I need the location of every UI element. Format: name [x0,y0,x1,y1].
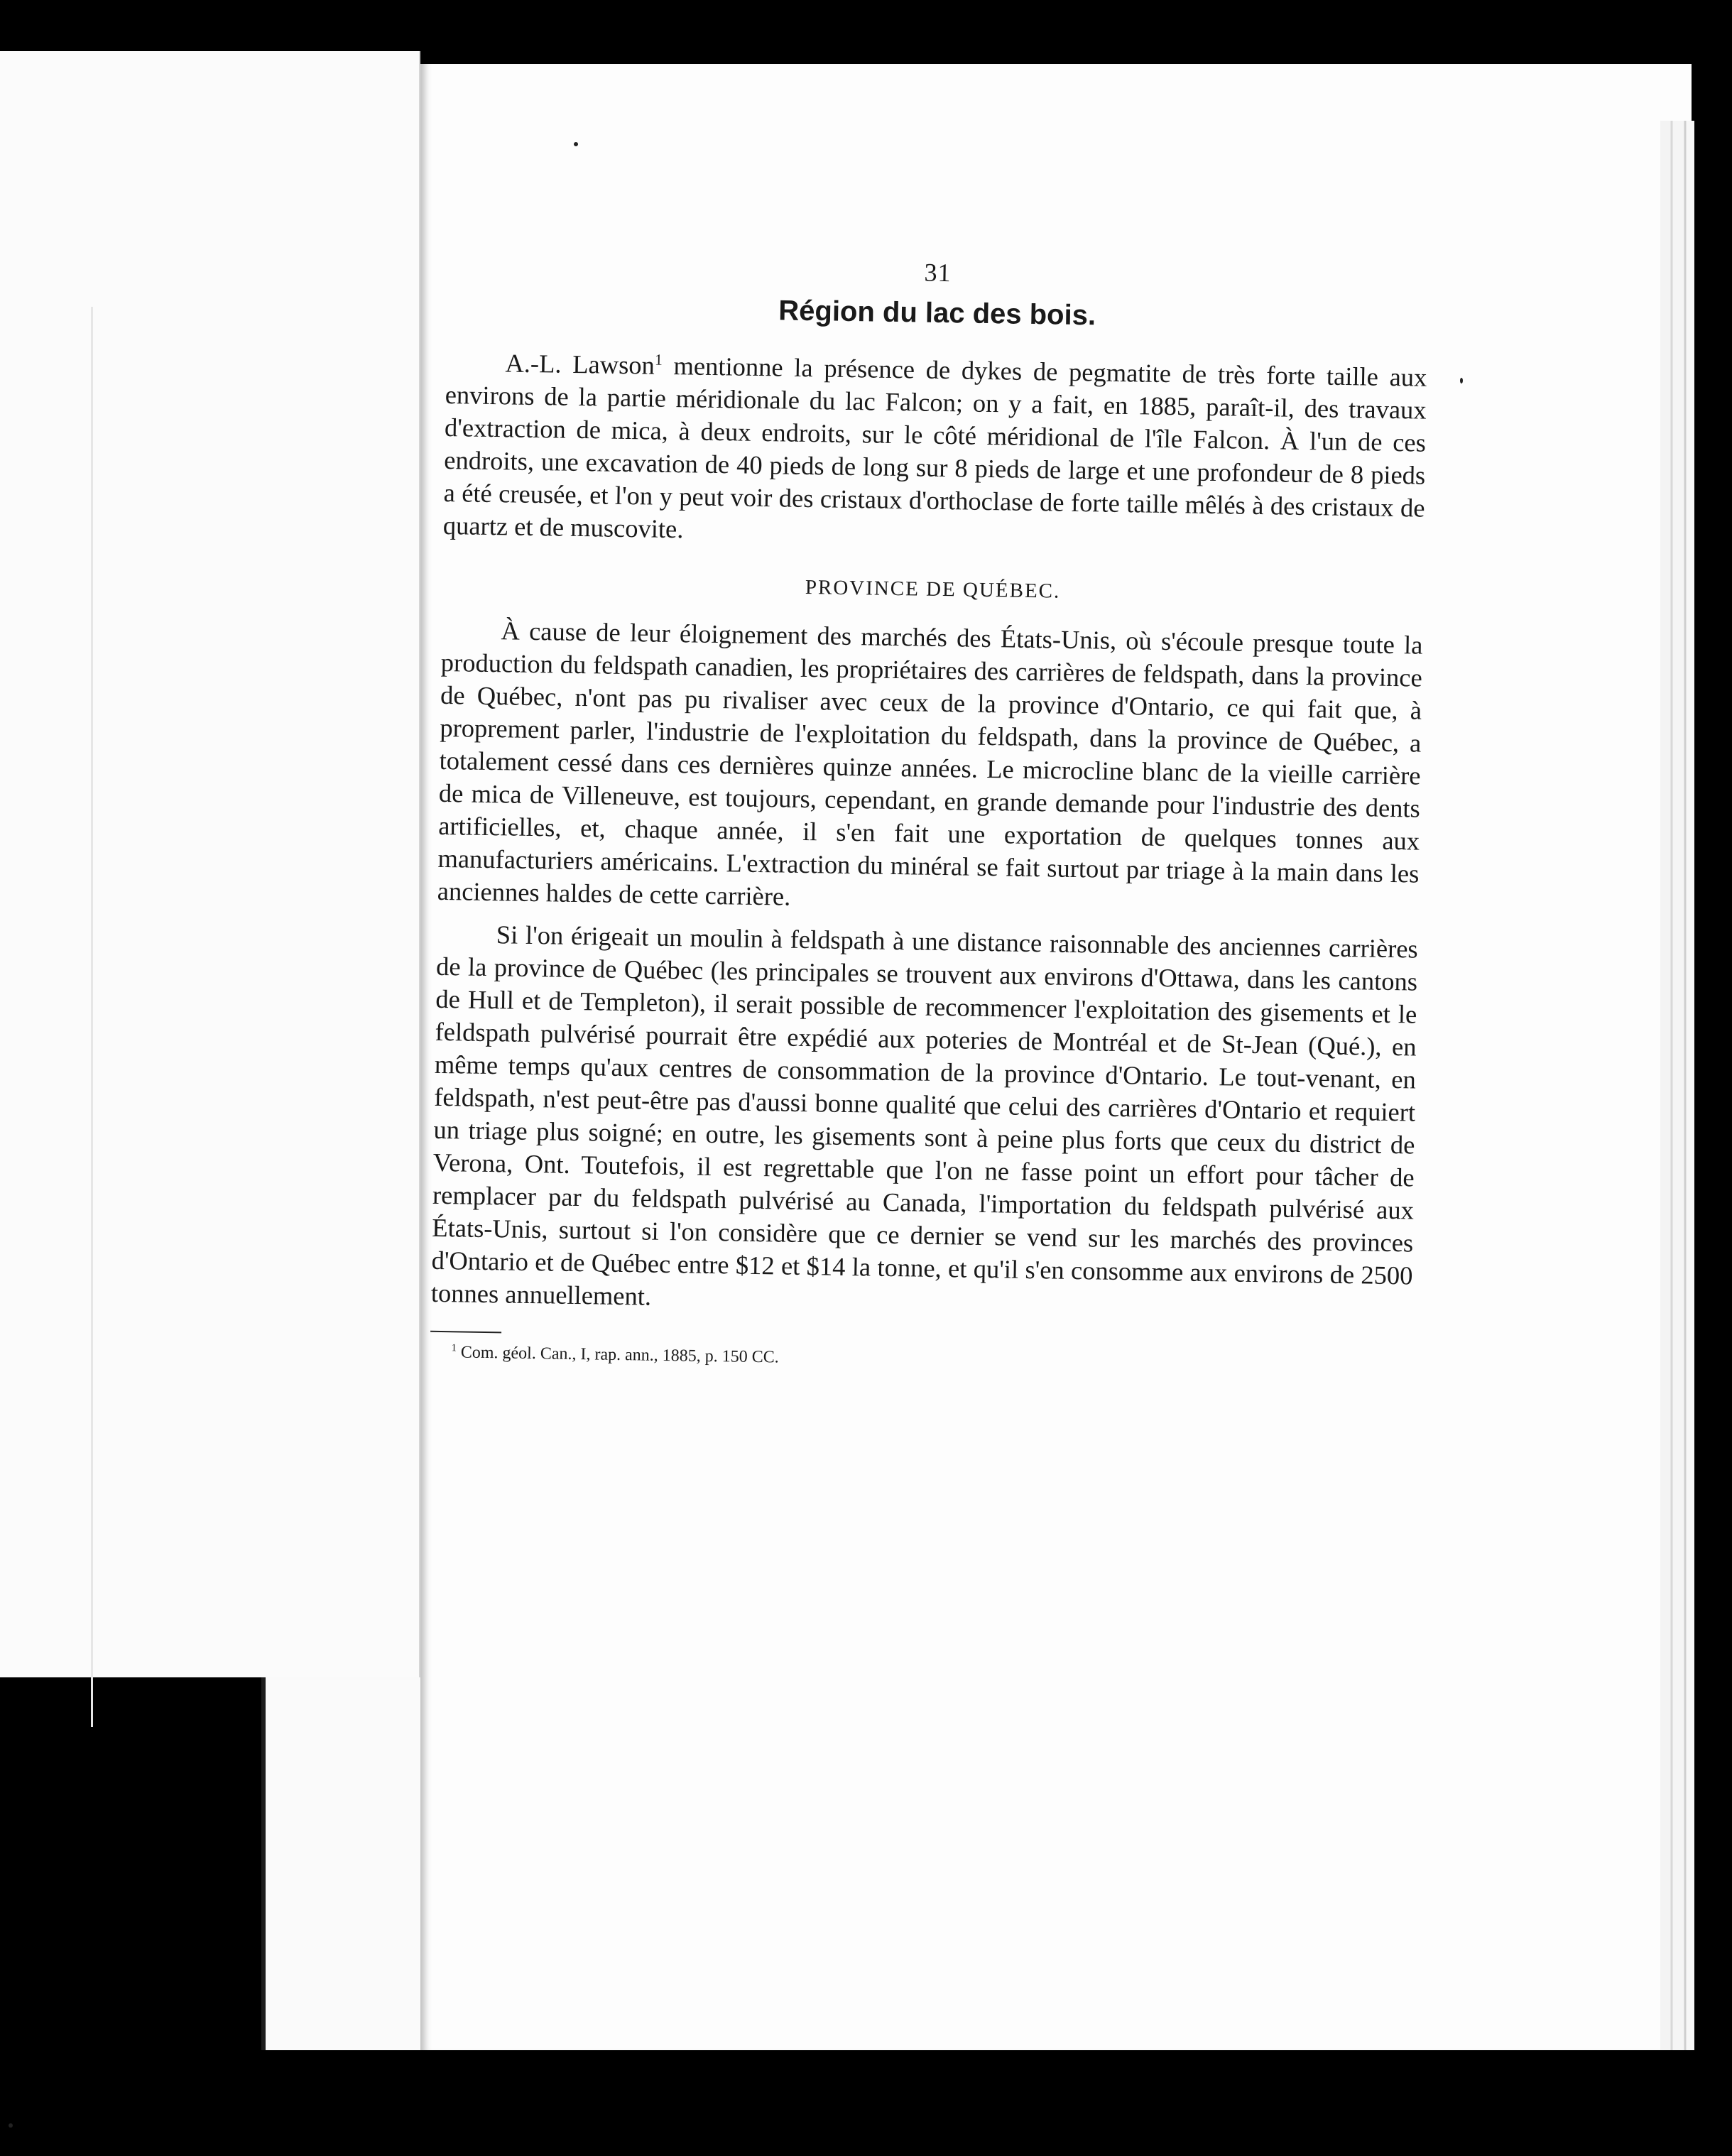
footnote-text: Com. géol. Can., I, rap. ann., 1885, p. 150 CC. [456,1343,779,1367]
section-title: Région du lac des bois. [778,295,1096,332]
page-number: 31 [924,258,952,288]
page-text [430,250,1428,1378]
left-page-blank [0,51,420,1677]
scan-border-top [0,0,1732,50]
paragraph-body-text: mentionne la présence de dykes de pegmatite de très forte taille aux environs de la partie méridionale du lac Falcon; on y a fait, en 1885, paraît-il, des travaux d'extraction de mica, à deux endroits, sur le côté méridional de l'île Falcon. À l'un de ces endroits, une excavation de 40 pieds de long sur 8 pieds de large et une profondeur de 8 pieds a été creusée, et l'on y peut voir des cristaux d'orthoclase de forte taille mêlés à des cristaux de quartz et de muscovite. [442,350,1427,544]
paragraph-quebec-1: À cause de leur éloignement des marchés des États-Unis, où s'écoule presque toute la production du feldspath canadien, les propriétaires des carrières de feldspath, dans la province de Québec, n'ont pas pu rivaliser avec ceux de la province d'Ontario, ce qui fait que, à proprement parler, l'industrie de l'exploitation du feldspath, dans la province de Québec, a totalement cessé dans ces dernières quinze années. Le microcline blanc de la vieille carrière de mica de Villeneuve, est toujours, cependant, en grande demande pour l'industrie des dents artificielles, et, chaque année, il s'en fait une exportation de quelques tonnes aux manufacturiers américains. L'extraction du minéral se fait surtout par triage à la main dans les anciennes haldes de cette carrière. [437,616,1423,911]
subsection-title: PROVINCE DE QUÉBEC. [805,576,1061,603]
dust-speck [9,2123,13,2128]
scan-border-bottom [0,2050,1732,2156]
footnote-divider [430,1331,501,1334]
page-stack-edge [1660,121,1694,2052]
dust-speck [574,142,578,146]
footnote-number: 1 [451,1342,457,1354]
footnote-marker: 1 [654,350,663,369]
paragraph-quebec-2: Si l'on érigeait un moulin à feldspath à une distance raisonnable des anciennes carrières de la province de Québec (les principales se trouvent aux environs d'Ottawa, dans les cantons de Hull et de Templeton), il serait possible de recommencer l'exploitation des gisements et le feldspath pulvérisé pourrait être expédié aux poteries de Montréal et de St-Jean (Qué.), en même temps qu'aux centres de consommation de la province d'Ontario. Le tout-venant, en feldspath, n'est peut-être pas d'aussi bonne qualité que celui des carrières d'Ontario et requiert un triage plus soigné; en outre, les gisements sont à peine plus forts que ceux du district de Verona, Ont. Toutefois, il est regrettable que l'on ne fasse point un effort pour tâcher de remplacer par du feldspath pulvérisé au Canada, l'importation du feldspath pulvérisé aux États-Unis, surtout si l'on considère que ce dernier se vend sur les marchés des provinces d'Ontario et de Québec entre $12 et $14 la tonne, et qu'il s'en consomme aux environs de 2500 tonnes annuellement. [430,920,1419,1311]
dust-speck [1460,378,1463,383]
paragraph-lead-text: A.-L. Lawson [505,348,655,380]
page-fold-line [91,307,93,1727]
paragraph-lac-des-bois [443,340,1427,557]
left-page-lower-edge [261,1677,436,2050]
